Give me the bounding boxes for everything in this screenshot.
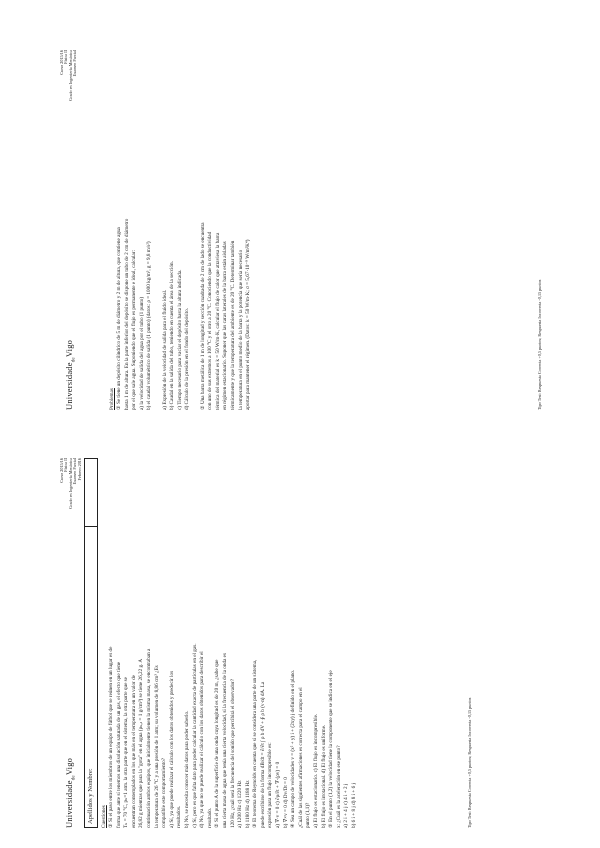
text-line: 26,82 g mientras que para la "gota" en el agua (ρₕₒₗ = 1 g/cm³) se tiene 26,22 g. A (138, 658, 145, 828)
text-line: a) la velocidad de salida del agua por el tubo (1 punto) (138, 296, 145, 410)
header-info-line: Grado en Ingeniería Mecánica (67, 50, 73, 101)
text-line: resultado. (206, 807, 213, 828)
text-line: térmica del material es k = 50 W/m·K, calcular el flujo de calor que atraviesa la barra (214, 232, 221, 410)
header-info-line: Física II (63, 50, 69, 64)
text-line: una cierta masa de agua que tenía una cierta velocidad, si la frecuencia de la onda es (221, 653, 228, 828)
text-line: b) el caudal volumétrico de salida (1 punto) (datos: ρ = 1000 kg/m³, g = 9,8 m/s²) (146, 241, 153, 410)
text-line: aportar para mantener el régimen. (Datos: k = 50 W/m·K; σ = 5,67·10⁻⁸ W/m²K⁴) (245, 239, 252, 410)
name-box[interactable] (84, 458, 98, 828)
text-line: b) Caudal en la salida del tubo, teniendo en cuenta el área de la sección. (169, 261, 176, 410)
text-line: Tₕ = 70 °C, pₕ=1 atm. la otra parte que en el sistema, la otra parte que se (123, 677, 130, 828)
right-page-footer: Tipo Test: Respuesta Correcta +0,5 puntos; Respuesta Incorrecta -0,15 puntos (537, 279, 542, 410)
header-info-line: Examen Parcial (72, 458, 78, 485)
section-title: Cuestiones (101, 805, 107, 828)
text-line: ③ El teorema de Reynolds en cuenta que si se considera una parte de un sistema, (252, 659, 259, 828)
university-name: Universidade (64, 780, 74, 828)
text-line: b) No, se necesita conocer más datos para poder saberlo. (183, 710, 190, 828)
right-exam-page (60, 50, 560, 410)
section-title: Problemas (109, 388, 115, 410)
text-line: b) ∇×v = 0 d) Dv/Dt = 0 (282, 777, 289, 828)
text-line: punto (1,1)? (305, 802, 312, 828)
text-line: b) El flujo es irrotacional. d) El flujo es uniforme. (320, 724, 327, 828)
text-line: ① Se tiene un depósito cilíndrico de 5 m de diámetro y 2 m de altura, que contiene agua (116, 227, 122, 410)
text-line: ② Si el punto A de la superficie de una onda cuya longitud es de 20 m, ¿sabe que (214, 659, 221, 828)
text-line: a) ∇·v = 0 c) ∂ρ/∂t + ∇·(ρv) = 0 (275, 761, 282, 828)
text-line: x: ¿Cuál es la aceleración en ese punto? (335, 745, 342, 828)
text-line: ¿Cuál de las siguientes afirmaciones es correcta para el campo en el (297, 687, 304, 828)
header-info-line: Curso 2015/16 (59, 458, 64, 483)
text-line: térmicamente y que la temperatura del ambiente es de 20 °C. Determinar también (229, 240, 236, 410)
text-line: resultados. (176, 805, 183, 828)
text-line: c) Sí, pero es que falta dato para poder calcular la cantidad exacta de partículas en el gas. (191, 643, 198, 828)
header-info-block (60, 458, 82, 509)
left-exam-page (60, 458, 480, 828)
university-logo: Universidade$_{de}$Vigo (64, 339, 77, 410)
name-box-label: Apellidos y Nombre: (87, 768, 94, 824)
text-line: a) 2 i + 4 j c) 4 i + 2 j (343, 783, 350, 828)
university-name: Universidade (64, 362, 74, 410)
text-line: forma que ante sí tenemos una disolución saturada de un gas, el efecto que tiene (115, 661, 122, 828)
question-lines (109, 458, 360, 828)
text-line: hasta 1 m de altura. En la parte inferior del depósito se dispone un tubo de 2 cm de diámetro (123, 218, 130, 410)
text-line: c) Tiempo necesario para vaciar el depósito hasta la altura indicada. (176, 269, 183, 410)
text-line: b) 6 i + 8 j d) 8 i + 6 j (351, 783, 357, 828)
text-line: en régimen estacionario. Suponer que las caras laterales de la barra están aisladas (222, 241, 229, 410)
text-line: ② Una barra metálica de 1 m de longitud y sección cuadrada de 2 cm de lado se encuentra (199, 222, 206, 410)
cuestiones-section (102, 458, 360, 828)
header-info-line: Curso 2015/16 (59, 50, 64, 75)
text-line: d) No, ya que no se puede realizar el cálculo con los datos obtenidos para describir el (199, 651, 206, 828)
text-line: 120 Hz, ¿cuál será la frecuencia del sonido que percibirá el observador? (229, 678, 236, 828)
problems-section (110, 50, 254, 410)
left-page-footer: Tipo Test: Respuesta Correcta +0,5 puntos; Respuesta Incorrecta -0,15 puntos (467, 697, 472, 828)
header-info-line: Febrero 2016 (76, 458, 82, 481)
university-suffix: Vigo (64, 757, 74, 776)
header-info-line: Grado en Ingeniería Mecánica (67, 458, 73, 509)
text-line: puede escribirse de la forma dB/dt = ∂/∂t ∫ ρ b dV + ∮ ρ b (v·n) dA. La (259, 681, 266, 828)
left-page-header (60, 458, 82, 828)
text-line: compatible este comportamiento? (161, 757, 168, 828)
university-logo: Universidade$_{de}$Vigo (64, 757, 77, 828)
university-suffix: Vigo (64, 339, 74, 358)
text-line: b) 1180 Hz d) 1188 Hz (244, 780, 251, 828)
text-line: la temperatura de 26 °C y a una presión de 1 atm; su volumen de 8,86 cm³ ¿Es (153, 665, 160, 828)
problem-lines (117, 50, 254, 410)
header-info-block (60, 50, 78, 101)
header-info-line: Física II (63, 458, 69, 472)
text-line: ① Si el paso entre los miembros de un equipo de fútbol que se reúnen en un lugar es de (108, 646, 114, 828)
text-line: ⑤ En el punto (1,2) la velocidad tiene la componente que se indica en el eje (328, 670, 335, 828)
text-line: con uno de sus extremos a 100 °C y el otro a 20 °C. Conociendo que la conductividad (207, 231, 214, 410)
text-line: a) El flujo es estacionario. c) El flujo es incompresible. (313, 713, 320, 828)
name-box-divider (85, 526, 97, 527)
text-line: por el que sale agua. Suponiendo que el flujo es permanente e ideal, calcular: (131, 249, 138, 410)
text-line: ④ Sea un campo de velocidades v = (x² + y) i + (2xy) j definido en el plano. (290, 669, 297, 828)
header-info-line: Examen Parcial (72, 50, 78, 77)
text-line: a) Sí, ya que puede realizar el cálculo con los datos obtenidos y predecir los (168, 670, 175, 828)
text-line: d) Cálculo de la presión en el fondo del depósito. (184, 308, 191, 410)
text-line: encuentran contemplados en los que más en el temperatura en un valor de (130, 675, 137, 828)
text-line: expresión para un flujo incompresible es: (267, 742, 274, 828)
text-line: continuación ambos equipos, que inicialmente tienen la misma masa, se encontraban a (145, 648, 152, 828)
text-line: la temperatura en el punto medio de la barra y la potencia que sería necesario (237, 249, 244, 410)
text-line: a) Expresión de la velocidad de salida para el fluido ideal. (161, 289, 168, 410)
right-page-header (60, 50, 82, 410)
text-line: a) 1200 Hz c) 1220 Hz (237, 780, 244, 828)
